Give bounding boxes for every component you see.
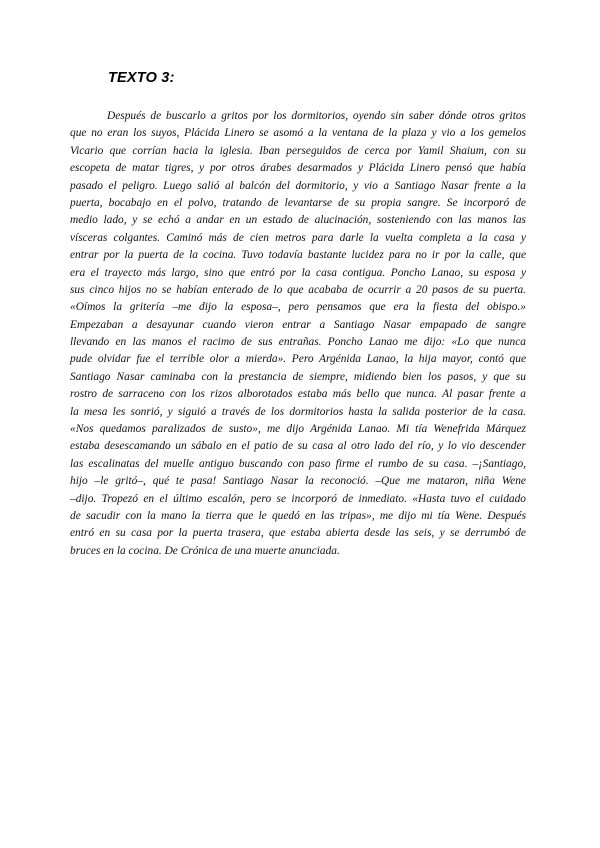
body-paragraph bbox=[70, 108, 526, 560]
text-line: vísceras colgantes. Caminó más de cien metros para darle la vuelta completa a la casa y bbox=[70, 231, 526, 244]
text-line: Santiago Nasar caminaba con la prestancia de siempre, midiendo bien los pasos, y que su bbox=[70, 370, 526, 383]
text-line: hijo –le gritó–, qué te pasa! Santiago Nasar la reconoció. –Que me mataron, niña Wene bbox=[70, 475, 526, 488]
text-line: la mesa les sonrió, y siguió a través de los dormitorios hasta la salida posterior de la casa. bbox=[70, 405, 526, 418]
text-line: que no eran los suyos, Plácida Linero se asomó a la ventana de la plaza y vio a los gemelos bbox=[70, 127, 526, 140]
text-line: las escalinatas del muelle antiguo buscando con paso firme el rumbo de su casa. –¡Santiago, bbox=[70, 457, 526, 470]
text-line: –dijo. Tropezó en el último escalón, pero se incorporó de inmediato. «Hasta tuvo el cuidado bbox=[70, 492, 526, 505]
text-line: sus cinco hijos no se habían enterado de lo que acababa de ocurrir a 20 pasos de su puerta. bbox=[70, 283, 526, 296]
text-line: bruces en la cocina. De Crónica de una muerte anunciada. bbox=[70, 544, 340, 557]
text-line: pude olvidar fue el terrible olor a mierda». Pero Argénida Lanao, la hija mayor, contó que bbox=[70, 353, 526, 366]
text-line: «Oímos la gritería –me dijo la esposa–, pero pensamos que era la fiesta del obispo.» bbox=[70, 301, 526, 314]
text-line: entró en su casa por la puerta trasera, que estaba abierta desde las seis, y se derrumbó de bbox=[70, 527, 526, 540]
text-line: escopeta de matar tigres, y por otros árabes desarmados y Plácida Linero pensó que había bbox=[70, 162, 526, 175]
text-line: medio lado, y se echó a andar en un estado de alucinación, sosteniendo con las manos las bbox=[70, 214, 526, 227]
text-line: Vicario que corrían hacia la iglesia. Iban perseguidos de cerca por Yamil Shaium, con su bbox=[70, 144, 526, 157]
text-line: «Nos quedamos paralizados de susto», me dijo Argénida Lanao. Mi tía Wenefrida Márquez bbox=[70, 423, 526, 436]
text-line: puerta, bocabajo en el polvo, tratando de levantarse de su propia sangre. Se incorporó de bbox=[70, 196, 526, 209]
text-line: pasado el peligro. Luego salió al balcón del dormitorio, y vio a Santiago Nasar frente a la bbox=[70, 179, 526, 192]
document-title: TEXTO 3: bbox=[108, 70, 175, 86]
text-line: llevando en las manos el racimo de sus entrañas. Poncho Lanao me dijo: «Lo que nunca bbox=[70, 336, 526, 349]
text-line: entrar por la puerta de la cocina. Tuvo todavía bastante lucidez para no ir por la calle, que bbox=[70, 249, 526, 262]
text-line: Después de buscarlo a gritos por los dormitorios, oyendo sin saber dónde otros gritos bbox=[107, 110, 526, 122]
text-line: Empezaban a desayunar cuando vieron entrar a Santiago Nasar empapado de sangre bbox=[70, 318, 526, 331]
text-line: rostro de sarraceno con los rizos alborotados estaba más bello que nunca. Al pasar frente a bbox=[70, 388, 526, 401]
text-line: estaba desescamando un sábalo en el patio de su casa al otro lado del río, y lo vio descender bbox=[70, 440, 526, 453]
text-line: era el trayecto más largo, sino que entró por la casa contigua. Poncho Lanao, su esposa y bbox=[70, 266, 526, 279]
text-line: de sacudir con la mano la tierra que le quedó en las tripas», me dijo mi tía Wene. Después bbox=[70, 509, 526, 522]
